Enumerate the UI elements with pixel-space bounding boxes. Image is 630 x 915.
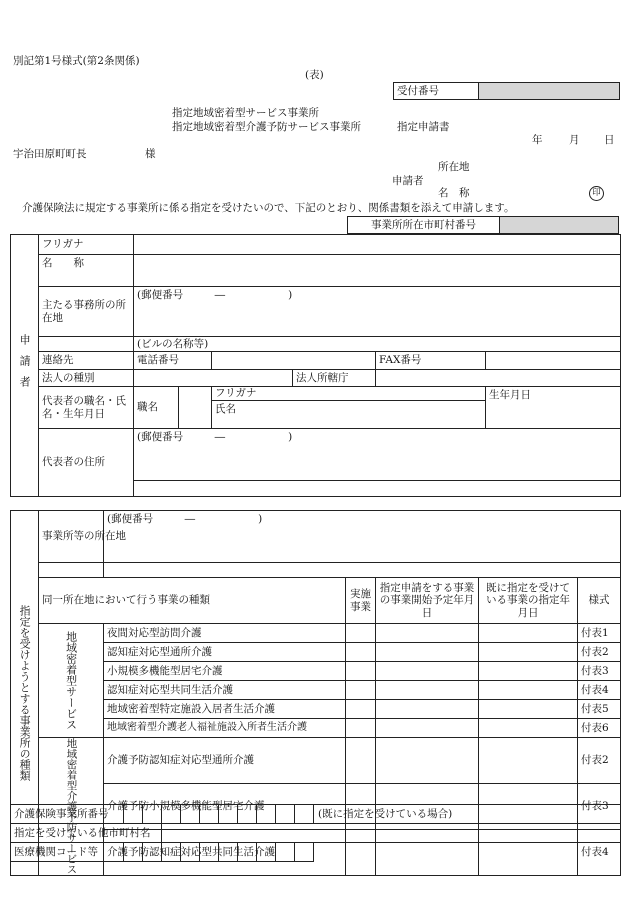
municipality-code-label: 事業所所在市町村番号 xyxy=(348,217,500,234)
applicant-table xyxy=(10,234,621,497)
existing-date-cell[interactable] xyxy=(479,700,578,719)
service-name: 介護予防認知症対応型通所介護 xyxy=(104,738,346,784)
rep-postal[interactable]: (郵便番号 ― ) xyxy=(134,429,621,447)
other-municipalities-field[interactable] xyxy=(162,824,621,843)
digit-cell[interactable] xyxy=(219,843,238,862)
digit-cell[interactable] xyxy=(276,805,295,824)
service-name: 地域密着型介護老人福祉施設入所者生活介護 xyxy=(104,719,346,738)
digit-cell[interactable] xyxy=(124,805,143,824)
existing-date-cell[interactable] xyxy=(479,643,578,662)
building-name-field[interactable]: (ビルの名称等) xyxy=(134,337,621,352)
main-office-postal[interactable]: (郵便番号 ― ) xyxy=(134,287,621,337)
col-form: 様式 xyxy=(578,578,621,624)
medical-code-blank xyxy=(314,843,621,862)
digit-cell[interactable] xyxy=(276,843,295,862)
existing-date-cell[interactable] xyxy=(479,681,578,700)
service-name: 地域密着型特定施設入居者生活介護 xyxy=(104,700,346,719)
municipality-code-box xyxy=(347,216,619,234)
medical-code-label: 医療機関コード等 xyxy=(11,843,124,862)
main-office-label: 主たる事務所の所在地 xyxy=(39,287,134,337)
implementation-cell[interactable] xyxy=(346,719,376,738)
digit-cell[interactable] xyxy=(181,843,200,862)
corp-type-field[interactable] xyxy=(134,370,293,387)
main-office-spacer xyxy=(39,337,134,352)
office-location-extra[interactable] xyxy=(104,563,621,578)
date-day: 日 xyxy=(604,134,615,146)
receipt-number-box xyxy=(393,82,620,100)
digit-cell[interactable] xyxy=(181,805,200,824)
corp-authority-field[interactable] xyxy=(376,370,621,387)
col-existing: 既に指定を受けている事業の指定年月日 xyxy=(479,578,578,624)
applicant-section-label: 申請者 xyxy=(11,235,39,497)
col-business-type: 同一所在地において行う事業の種類 xyxy=(39,578,346,624)
rep-label: 代表者の職名・氏名・生年月日 xyxy=(39,387,134,429)
office-postal[interactable]: (郵便番号 ― ) xyxy=(104,511,621,563)
corp-name-field[interactable] xyxy=(134,255,621,287)
service-name: 夜間対応型訪問介護 xyxy=(104,624,346,643)
honorific: 様 xyxy=(145,148,156,160)
other-municipalities-label: 指定を受けている他市町村名 xyxy=(11,824,162,843)
seal-icon: 印 xyxy=(589,186,604,201)
digit-cell[interactable] xyxy=(143,843,162,862)
service-name: 介護予防小規模多機能型居宅介護 xyxy=(104,783,346,829)
phone-field[interactable] xyxy=(212,352,376,370)
job-title-field[interactable] xyxy=(179,387,212,429)
title-line1: 指定地域密着型サービス事業所 xyxy=(172,107,319,119)
digit-cell[interactable] xyxy=(143,805,162,824)
form-ref: 付表6 xyxy=(578,719,621,738)
date-month: 月 xyxy=(569,134,580,146)
digit-cell[interactable] xyxy=(257,843,276,862)
service-name: 小規模多機能型居宅介護 xyxy=(104,662,346,681)
fax-label: FAX番号 xyxy=(376,352,486,370)
designation-section-label: 指定を受けようとする事業所の種類 xyxy=(11,511,39,876)
form-ref: 付表3 xyxy=(578,783,621,829)
front-label: (表) xyxy=(305,69,324,81)
contact-label: 連絡先 xyxy=(39,352,134,370)
existing-date-cell[interactable] xyxy=(479,719,578,738)
address-label: 所在地 xyxy=(438,161,470,173)
digit-cell[interactable] xyxy=(257,805,276,824)
receipt-number-label: 受付番号 xyxy=(394,83,479,100)
digit-cell[interactable] xyxy=(295,805,314,824)
form-ref: 付表3 xyxy=(578,662,621,681)
digit-cell[interactable] xyxy=(200,805,219,824)
furigana-field[interactable] xyxy=(134,235,621,255)
office-location-spacer xyxy=(39,563,104,578)
insurance-no-label: 介護保険事業所番号 xyxy=(11,805,124,824)
office-location-label: 事業所等の所在地 xyxy=(39,511,104,563)
phone-label: 電話番号 xyxy=(134,352,212,370)
planned-start-cell[interactable] xyxy=(376,662,479,681)
footer-table xyxy=(10,804,621,862)
municipality-code-field[interactable] xyxy=(500,217,619,234)
service-name: 認知症対応型共同生活介護 xyxy=(104,681,346,700)
digit-cell[interactable] xyxy=(124,843,143,862)
digit-cell[interactable] xyxy=(219,805,238,824)
implementation-cell[interactable] xyxy=(346,738,376,784)
rep-address-field[interactable] xyxy=(134,447,621,481)
insurance-no-note: (既に指定を受けている場合) xyxy=(314,805,621,824)
planned-start-cell[interactable] xyxy=(376,643,479,662)
digit-cell[interactable] xyxy=(200,843,219,862)
implementation-cell[interactable] xyxy=(346,681,376,700)
planned-start-cell[interactable] xyxy=(376,719,479,738)
service-name: 認知症対応型通所介護 xyxy=(104,643,346,662)
digit-cell[interactable] xyxy=(162,843,181,862)
rep-address-extra[interactable] xyxy=(134,481,621,497)
implementation-cell[interactable] xyxy=(346,624,376,643)
job-title-label: 職名 xyxy=(134,387,179,429)
col-planned-start: 指定申請をする事業の事業開始予定年月日 xyxy=(376,578,479,624)
group-preventive-service: 地域密着型介護予防サービス xyxy=(39,738,104,876)
existing-date-cell[interactable] xyxy=(479,738,578,784)
date-year: 年 xyxy=(532,134,543,146)
birth-date-label[interactable]: 生年月日 xyxy=(486,387,621,429)
rep-furigana-label[interactable]: フリガナ xyxy=(212,387,486,401)
planned-start-cell[interactable] xyxy=(376,681,479,700)
corp-type-label: 法人の種別 xyxy=(39,370,134,387)
form-ref: 付表5 xyxy=(578,700,621,719)
form-number: 別記第1号様式(第2条関係) xyxy=(13,55,140,67)
implementation-cell[interactable] xyxy=(346,662,376,681)
form-ref: 付表2 xyxy=(578,643,621,662)
planned-start-cell[interactable] xyxy=(376,700,479,719)
form-ref: 付表4 xyxy=(578,681,621,700)
fax-field[interactable] xyxy=(486,352,621,370)
receipt-number-field[interactable] xyxy=(479,83,620,100)
statement-text: 介護保険法に規定する事業所に係る指定を受けたいので、下記のとおり、関係書類を添えて申請します。 xyxy=(22,202,515,214)
digit-cell[interactable] xyxy=(295,843,314,862)
rep-address-label: 代表者の住所 xyxy=(39,429,134,497)
planned-start-cell[interactable] xyxy=(376,738,479,784)
name-label: 名 称 xyxy=(438,187,470,199)
furigana-label: フリガナ xyxy=(39,235,134,255)
corp-authority-label: 法人所轄庁 xyxy=(293,370,376,387)
title-line2: 指定地域密着型介護予防サービス事業所 xyxy=(172,121,361,133)
addressee: 宇治田原町町長 xyxy=(13,148,87,160)
digit-cell[interactable] xyxy=(238,843,257,862)
service-name: 介護予防認知症対応型共同生活介護 xyxy=(104,829,346,875)
title-suffix: 指定申請書 xyxy=(397,121,450,133)
planned-start-cell[interactable] xyxy=(376,624,479,643)
form-ref: 付表2 xyxy=(578,738,621,784)
form-ref: 付表4 xyxy=(578,829,621,875)
implementation-cell[interactable] xyxy=(346,700,376,719)
digit-cell[interactable] xyxy=(162,805,181,824)
existing-date-cell[interactable] xyxy=(479,662,578,681)
digit-cell[interactable] xyxy=(238,805,257,824)
group-community-service: 地域密着型サービス xyxy=(39,624,104,738)
form-ref: 付表1 xyxy=(578,624,621,643)
corp-name-label: 名 称 xyxy=(39,255,134,287)
applicant-label: 申請者 xyxy=(392,175,424,187)
implementation-cell[interactable] xyxy=(346,643,376,662)
existing-date-cell[interactable] xyxy=(479,624,578,643)
rep-name-label[interactable]: 氏名 xyxy=(212,401,486,429)
col-implementation: 実施事業 xyxy=(346,578,376,624)
